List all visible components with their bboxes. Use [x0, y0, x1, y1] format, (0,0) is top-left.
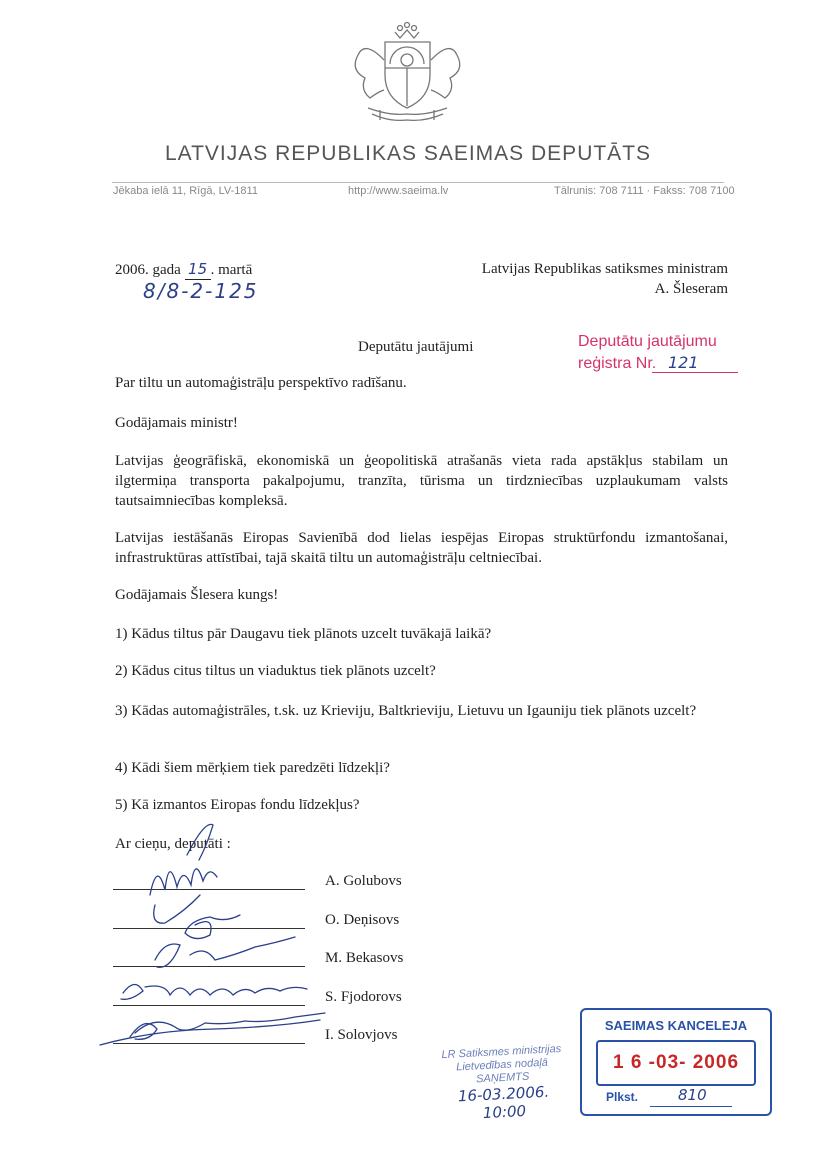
- date-prefix: 2006. gada: [115, 262, 181, 278]
- letterhead-address: Jēkaba ielā 11, Rīgā, LV-1811: [113, 185, 258, 197]
- question-2: 2) Kādus citus tiltus un viaduktus tiek plānots uzcelt?: [115, 663, 436, 679]
- date-day: 15: [185, 259, 211, 280]
- ministry-stamp-line2: Lietvedības nodaļā: [455, 1056, 549, 1074]
- letterhead-title: LATVIJAS REPUBLIKAS SAEIMAS DEPUTĀTS: [164, 142, 652, 165]
- paragraph-2: Latvijas iestāšanās Eiropas Savienībā dod lielas iespējas Eiropas struktūrfondu izmantošanai, infrastruktūras attīstībai, tajā skaitā tiltu un automaģistrāļu celtniecībai.: [115, 530, 728, 566]
- chancellery-stamp-time-value: 810: [678, 1086, 707, 1104]
- handwritten-reference: 8/8-2-125: [143, 279, 259, 303]
- chancellery-stamp-time-underline: [650, 1106, 732, 1107]
- ministry-stamp-date: 16-03.2006.: [457, 1082, 550, 1106]
- document-type: Deputātu jautājumi: [358, 339, 474, 355]
- question-1: 1) Kādus tiltus pār Daugavu tiek plānots uzcelt tuvākajā laikā?: [115, 626, 492, 642]
- date-suffix: . martā: [210, 262, 253, 278]
- question-4: 4) Kādi šiem mērķiem tiek paredzēti līdzekļi?: [115, 760, 390, 776]
- letterhead-divider: [112, 182, 724, 183]
- chancellery-stamp-date: 1 6 -03- 2006: [596, 1040, 756, 1086]
- signatory-name: A. Golubovs: [325, 873, 402, 889]
- chancellery-stamp-time-label: Plkst.: [606, 1090, 639, 1104]
- signatory-name: I. Solovjovs: [325, 1027, 398, 1043]
- registry-stamp-line2: reģistra Nr.: [578, 355, 657, 372]
- chancellery-stamp-title: SAEIMAS KANCELEJA: [604, 1018, 748, 1033]
- letterhead-phones: Tālrunis: 708 7111 · Fakss: 708 7100: [554, 185, 735, 197]
- ministry-stamp-time: 10:00: [482, 1101, 527, 1123]
- addressee-line2: A. Šleseram: [654, 281, 728, 297]
- date-line: [115, 259, 252, 280]
- closing-line: Ar cieņu, deputāti :: [115, 836, 231, 852]
- greeting-minister: Godājamais ministr!: [115, 415, 238, 431]
- ministry-stamp-line1: LR Satiksmes ministrijas: [441, 1042, 562, 1062]
- signatory-name: S. Fjodorovs: [325, 989, 402, 1005]
- addressee-line1: Latvijas Republikas satiksmes ministram: [481, 261, 728, 277]
- greeting-mr-sleseris: Godājamais Šlesera kungs!: [115, 587, 279, 603]
- ministry-stamp-line3: SAŅEMTS: [475, 1070, 530, 1086]
- registry-number: 121: [668, 353, 699, 372]
- handwritten-signatures: [95, 815, 330, 1055]
- ministry-received-stamp: [416, 1042, 590, 1126]
- signatory-name: O. Deņisovs: [325, 912, 400, 928]
- paragraph-1: Latvijas ģeogrāfiskā, ekonomiskā un ģeopolitiskā atrašanās vieta rada apstākļus stabilam un ilgtermiņa transporta pakalpojumu, tranzīta, tūrisma un tirdzniecības uzplaukumam valsts tautsaimniecības kompleksā.: [115, 453, 728, 509]
- letterhead-website: http://www.saeima.lv: [348, 185, 449, 197]
- chancellery-stamp: [580, 1008, 772, 1116]
- registry-stamp-line1: Deputātu jautājumu: [578, 333, 717, 350]
- question-3: 3) Kādas automaģistrāles, t.sk. uz Krieviju, Baltkrieviju, Lietuvu un Igauniju tiek plānots uzcelt?: [115, 703, 697, 719]
- question-5: 5) Kā izmantos Eiropas fondu līdzekļus?: [115, 797, 360, 813]
- subject-line: Par tiltu un automaģistrāļu perspektīvo radīšanu.: [115, 375, 407, 391]
- coat-of-arms-emblem: [340, 20, 475, 125]
- signatory-name: M. Bekasovs: [325, 950, 404, 966]
